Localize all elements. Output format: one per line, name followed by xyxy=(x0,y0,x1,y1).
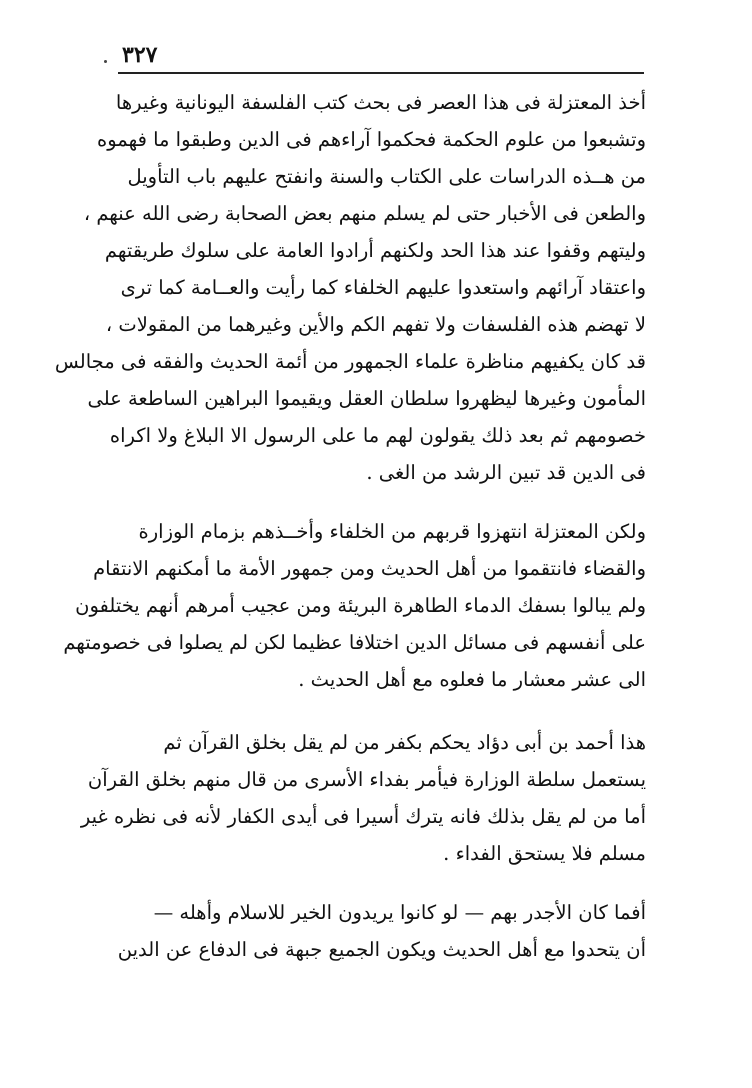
text-line: أفما كان الأجدر بهم — لو كانوا يريدون الخير للاسلام وأهله — xyxy=(153,901,646,924)
paragraph-4 xyxy=(116,894,646,968)
page-number: ٣٢٧ xyxy=(122,42,158,68)
scan-speck xyxy=(104,60,107,63)
text-line: أن يتحدوا مع أهل الحديث ويكون الجميع جبهة فى الدفاع عن الدين xyxy=(117,938,646,961)
body-text xyxy=(54,84,646,968)
text-line: وتشبعوا من علوم الحكمة فحكموا آراءهم فى الدين وطبقوا ما فهموه xyxy=(97,128,646,151)
text-line: على أنفسهم فى مسائل الدين اختلافا عظيما لكن لم يصلوا فى خصومتهم xyxy=(63,631,646,654)
paragraph-gap xyxy=(116,872,646,894)
paragraph-3 xyxy=(80,724,646,872)
paragraph-gap xyxy=(116,491,646,513)
text-line: والطعن فى الأخبار حتى لم يسلم منهم بعض الصحابة رضى الله عنهم ، xyxy=(83,202,646,225)
text-line: أخذ المعتزلة فى هذا العصر فى بحث كتب الفلسفة اليونانية وغيرها xyxy=(115,91,646,114)
text-line: الى عشر معشار ما فعلوه مع أهل الحديث . xyxy=(298,668,646,691)
paragraph-2 xyxy=(63,513,646,698)
text-line: قد كان يكفيهم مناظرة علماء الجمهور من أئمة الحديث والفقه فى مجالس xyxy=(54,350,646,373)
text-line: لا تهضم هذه الفلسفات ولا تفهم الكم والأين وغيرهما من المقولات ، xyxy=(105,313,646,336)
paragraph-gap xyxy=(116,698,646,724)
text-line: والقضاء فانتقموا من أهل الحديث ومن جمهور الأمة ما أمكنهم الانتقام xyxy=(93,557,646,580)
text-line: يستعمل سلطة الوزارة فيأمر بفداء الأسرى من قال منهم بخلق القرآن xyxy=(87,768,646,791)
text-line: واعتقاد آرائهم واستعدوا عليهم الخلفاء كما رأيت والعــامة كما ترى xyxy=(120,276,646,299)
header-rule xyxy=(118,72,644,74)
text-line: ولكن المعتزلة انتهزوا قربهم من الخلفاء وأخــذهم بزمام الوزارة xyxy=(138,520,646,543)
paragraph-1 xyxy=(54,84,646,491)
text-line: خصومهم ثم بعد ذلك يقولون لهم ما على الرسول الا البلاغ ولا اكراه xyxy=(109,424,646,447)
text-line: ولم يبالوا بسفك الدماء الطاهرة البريئة ومن عجيب أمرهم أنهم يختلفون xyxy=(75,594,646,617)
text-line: هذا أحمد بن أبى دؤاد يحكم بكفر من لم يقل بخلق القرآن ثم xyxy=(163,731,646,754)
text-line: وليتهم وقفوا عند هذا الحد ولكنهم أرادوا العامة على سلوك طريقتهم xyxy=(104,239,646,262)
text-line: مسلم فلا يستحق الفداء . xyxy=(443,842,646,865)
text-line: المأمون وغيرها ليظهروا سلطان العقل ويقيموا البراهين الساطعة على xyxy=(87,387,646,410)
text-line: أما من لم يقل بذلك فانه يترك أسيرا فى أيدى الكفار لأنه فى نظره غير xyxy=(80,805,646,828)
text-line: من هــذه الدراسات على الكتاب والسنة وانفتح عليهم باب التأويل xyxy=(127,165,646,188)
text-line: فى الدين قد تبين الرشد من الغى . xyxy=(366,461,646,484)
